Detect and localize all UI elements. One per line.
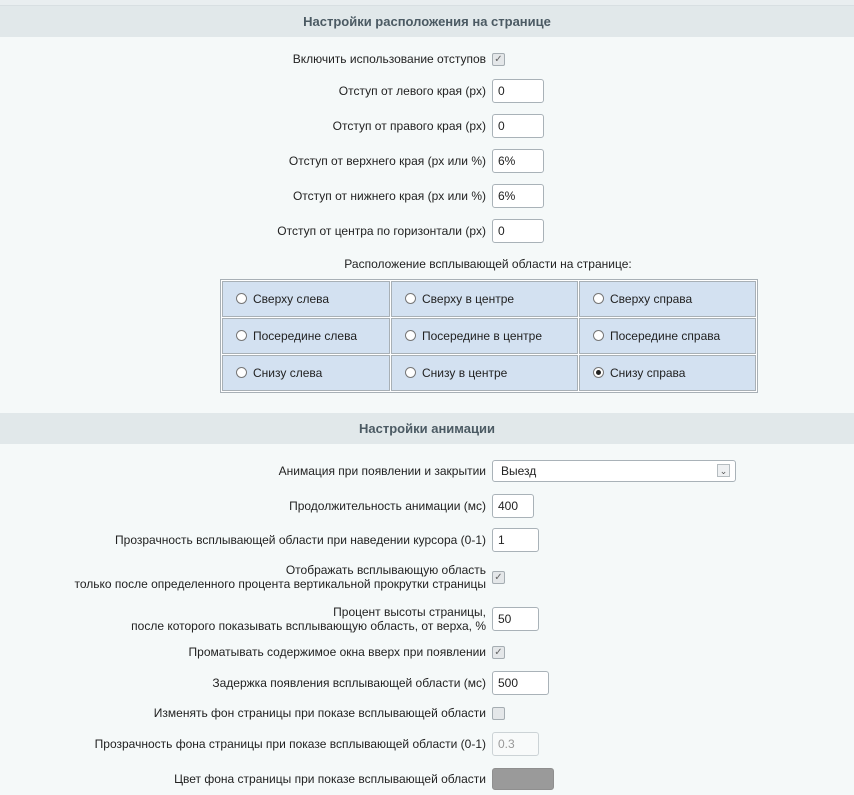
position-grid	[220, 279, 758, 393]
radio-icon[interactable]	[236, 367, 247, 378]
radio-icon[interactable]	[405, 330, 416, 341]
animation-select[interactable]	[492, 460, 736, 482]
duration-input[interactable]: 400	[492, 494, 534, 518]
chevron-down-icon: ⌄	[717, 464, 730, 477]
animation-label: Анимация при появлении и закрытии	[278, 464, 486, 478]
position-top-center[interactable]	[391, 281, 578, 317]
bg-color-picker[interactable]	[492, 768, 554, 790]
position-top-right[interactable]	[579, 281, 756, 317]
use-margins-checkbox[interactable]: ✓	[492, 53, 505, 66]
scroll-top-checkbox[interactable]: ✓	[492, 646, 505, 659]
position-label: Снизу в центре	[422, 366, 508, 380]
position-top-left[interactable]	[222, 281, 390, 317]
position-label: Сверху слева	[253, 292, 330, 306]
center-offset-input[interactable]: 0	[492, 219, 544, 243]
top-margin-label: Отступ от верхнего края (px или %)	[288, 154, 486, 168]
bottom-margin-input[interactable]: 6%	[492, 184, 544, 208]
animation-select-value: Выезд	[501, 464, 537, 478]
right-margin-input[interactable]: 0	[492, 114, 544, 138]
hover-opacity-input[interactable]: 1	[492, 528, 539, 552]
radio-icon[interactable]	[593, 330, 604, 341]
position-label: Посередине справа	[610, 329, 721, 343]
hover-opacity-label: Прозрачность всплывающей области при наведении курсора (0-1)	[115, 533, 486, 547]
scroll-top-label: Проматывать содержимое окна вверх при появлении	[188, 645, 486, 659]
radio-icon[interactable]	[236, 330, 247, 341]
position-middle-right[interactable]	[579, 318, 756, 354]
position-label: Посередине слева	[253, 329, 357, 343]
position-bottom-right[interactable]	[579, 355, 756, 391]
show-after-scroll-label	[0, 563, 486, 591]
show-after-scroll-checkbox[interactable]: ✓	[492, 571, 505, 584]
center-offset-label: Отступ от центра по горизонтали (px)	[277, 224, 486, 238]
bg-opacity-input[interactable]: 0.3	[492, 732, 539, 756]
scroll-percent-input[interactable]: 50	[492, 607, 539, 631]
bottom-margin-label: Отступ от нижнего края (px или %)	[292, 189, 486, 203]
position-bottom-center[interactable]	[391, 355, 578, 391]
bg-color-label: Цвет фона страницы при показе всплывающей области	[174, 772, 486, 786]
left-margin-input[interactable]: 0	[492, 79, 544, 103]
position-grid-title: Расположение всплывающей области на странице:	[344, 257, 632, 271]
bg-opacity-label: Прозрачность фона страницы при показе всплывающей области (0-1)	[94, 737, 486, 751]
position-label: Снизу слева	[253, 366, 323, 380]
radio-icon[interactable]	[236, 293, 247, 304]
duration-label: Продолжительность анимации (мс)	[289, 499, 486, 513]
label-line: только после определенного процента вертикальной прокрутки страницы	[74, 577, 486, 591]
position-label: Посередине в центре	[422, 329, 542, 343]
section-header-layout: Настройки расположения на странице	[0, 6, 854, 37]
position-middle-center[interactable]	[391, 318, 578, 354]
radio-icon[interactable]	[593, 293, 604, 304]
use-margins-label: Включить использование отступов	[292, 52, 486, 66]
label-line: после которого показывать всплывающую область, от верха, %	[131, 619, 486, 633]
position-label: Сверху справа	[610, 292, 693, 306]
delay-label: Задержка появления всплывающей области (мс)	[212, 676, 486, 690]
position-bottom-left[interactable]	[222, 355, 390, 391]
radio-icon[interactable]	[405, 367, 416, 378]
radio-selected-icon[interactable]	[593, 367, 604, 378]
label-line: Процент высоты страницы,	[333, 605, 486, 619]
scroll-percent-label	[0, 605, 486, 633]
right-margin-label: Отступ от правого края (px)	[332, 119, 486, 133]
position-middle-left[interactable]	[222, 318, 390, 354]
position-label: Сверху в центре	[422, 292, 515, 306]
change-bg-checkbox[interactable]	[492, 707, 505, 720]
top-margin-input[interactable]: 6%	[492, 149, 544, 173]
position-label: Снизу справа	[610, 366, 686, 380]
left-margin-label: Отступ от левого края (px)	[338, 84, 486, 98]
section-header-animation: Настройки анимации	[0, 413, 854, 444]
label-line: Отображать всплывающую область	[285, 563, 486, 577]
radio-icon[interactable]	[405, 293, 416, 304]
change-bg-label: Изменять фон страницы при показе всплывающей области	[153, 706, 486, 720]
delay-input[interactable]: 500	[492, 671, 549, 695]
